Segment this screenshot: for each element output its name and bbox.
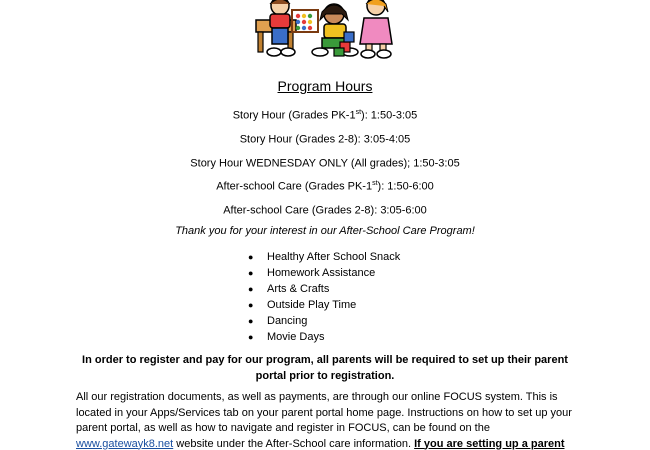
gateway-website-link[interactable]: www.gatewayk8.net (76, 437, 174, 450)
hours-item: Story Hour (Grades 2-8): 3:05-4:05 (239, 133, 411, 146)
bullet-icon: ● (248, 268, 254, 278)
registration-notice: In order to register and pay for our program, all parents will be required to set up their parent portal prior to registration. (82, 354, 568, 382)
thank-you-message: Thank you for your interest in our After-School Care Program! (175, 225, 475, 237)
feature-item: ● Arts & Crafts (248, 283, 330, 295)
hours-item: After-school Care (Grades 2-8): 3:05-6:00 (223, 204, 427, 217)
registration-paragraph: All our registration documents, as well as payments, are through our online FOCUS system. This is located in your Apps/Services tab on your parent portal home page. Instructions on how to set up your parent portal, as well as how to navigate and register in FOCUS, can be found on the www.gatewayk8.net website under the After-School care information. If you are setting up a parent (76, 391, 572, 450)
program-hours-list (0, 106, 650, 225)
hours-item: After-school Care (Grades PK-1st): 1:50-6:00 (216, 180, 434, 194)
feature-item: ● Homework Assistance (248, 267, 376, 279)
feature-item: ● Healthy After School Snack (248, 251, 401, 263)
bullet-icon: ● (248, 284, 254, 294)
bullet-icon: ● (248, 300, 254, 310)
feature-item: ● Movie Days (248, 331, 325, 343)
hours-item: Story Hour (Grades PK-1st): 1:50-3:05 (232, 109, 418, 122)
program-hours-title: Program Hours (277, 78, 373, 94)
bullet-icon: ● (248, 316, 254, 326)
feature-item: ● Dancing (248, 315, 308, 327)
feature-item: ● Outside Play Time (248, 299, 357, 311)
program-features-list (248, 250, 400, 346)
hours-item: Story Hour WEDNESDAY ONLY (All grades); 1:50-3:05 (190, 157, 460, 170)
bullet-icon: ● (248, 252, 254, 262)
children-clipart (252, 0, 398, 62)
bullet-icon: ● (248, 332, 254, 342)
parent-portal-emphasis: If you are setting up a parent (414, 437, 565, 450)
